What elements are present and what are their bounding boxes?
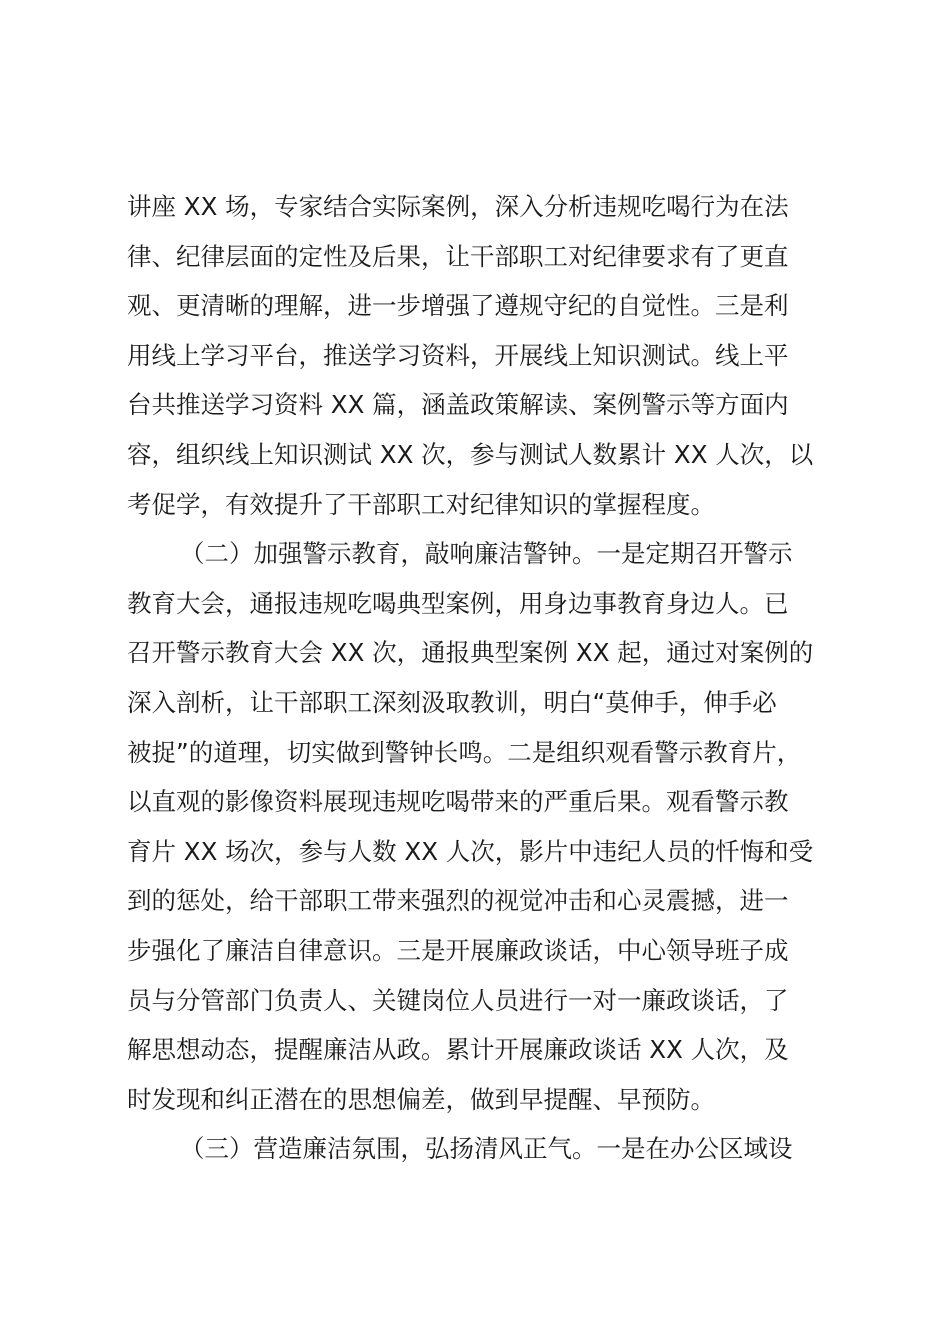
section-heading-line: （二）加强警示教育，敲响廉洁警钟。一是定期召开警示 bbox=[180, 539, 793, 569]
section-heading-line: （三）营造廉洁氛围，弘扬清风正气。一是在办公区域设 bbox=[180, 1134, 793, 1164]
text-line: 容，组织线上知识测试 XX 次，参与测试人数累计 XX 人次，以 bbox=[127, 439, 814, 469]
text-line: 时发现和纠正潜在的思想偏差，做到早提醒、早预防。 bbox=[127, 1084, 715, 1114]
text-line: 以直观的影像资料展现违规吃喝带来的严重后果。观看警示教 bbox=[127, 787, 789, 817]
text-line: 律、纪律层面的定性及后果，让干部职工对纪律要求有了更直 bbox=[127, 241, 789, 271]
text-line: 讲座 XX 场，专家结合实际案例，深入分析违规吃喝行为在法 bbox=[127, 192, 789, 221]
text-line: 解思想动态，提醒廉洁从政。累计开展廉政谈话 XX 人次，及 bbox=[127, 1035, 789, 1065]
text-line: 考促学，有效提升了干部职工对纪律知识的掌握程度。 bbox=[127, 489, 715, 519]
text-line: 被捉”的道理，切实做到警钟长鸣。二是组织观看警示教育片， bbox=[127, 737, 802, 767]
text-line: 育片 XX 场次，参与人数 XX 人次，影片中违纪人员的忏悔和受 bbox=[127, 836, 814, 866]
text-line: 步强化了廉洁自律意识。三是开展廉政谈话，中心领导班子成 bbox=[127, 935, 789, 965]
document-body bbox=[127, 182, 847, 1174]
text-line: 教育大会，通报违规吃喝典型案例，用身边事教育身边人。已 bbox=[127, 588, 789, 618]
text-line: 召开警示教育大会 XX 次，通报典型案例 XX 起，通过对案例的 bbox=[127, 638, 814, 668]
text-line: 用线上学习平台，推送学习资料，开展线上知识测试。线上平 bbox=[127, 340, 789, 370]
text-line: 台共推送学习资料 XX 篇，涵盖政策解读、案例警示等方面内 bbox=[127, 390, 789, 420]
text-line: 观、更清晰的理解，进一步增强了遵规守纪的自觉性。三是利 bbox=[127, 291, 789, 321]
text-line: 到的惩处，给干部职工带来强烈的视觉冲击和心灵震撼，进一 bbox=[127, 886, 789, 916]
text-line: 员与分管部门负责人、关键岗位人员进行一对一廉政谈话，了 bbox=[127, 985, 789, 1015]
text-line: 深入剖析，让干部职工深刻汲取教训，明白“莫伸手，伸手必 bbox=[127, 687, 777, 717]
